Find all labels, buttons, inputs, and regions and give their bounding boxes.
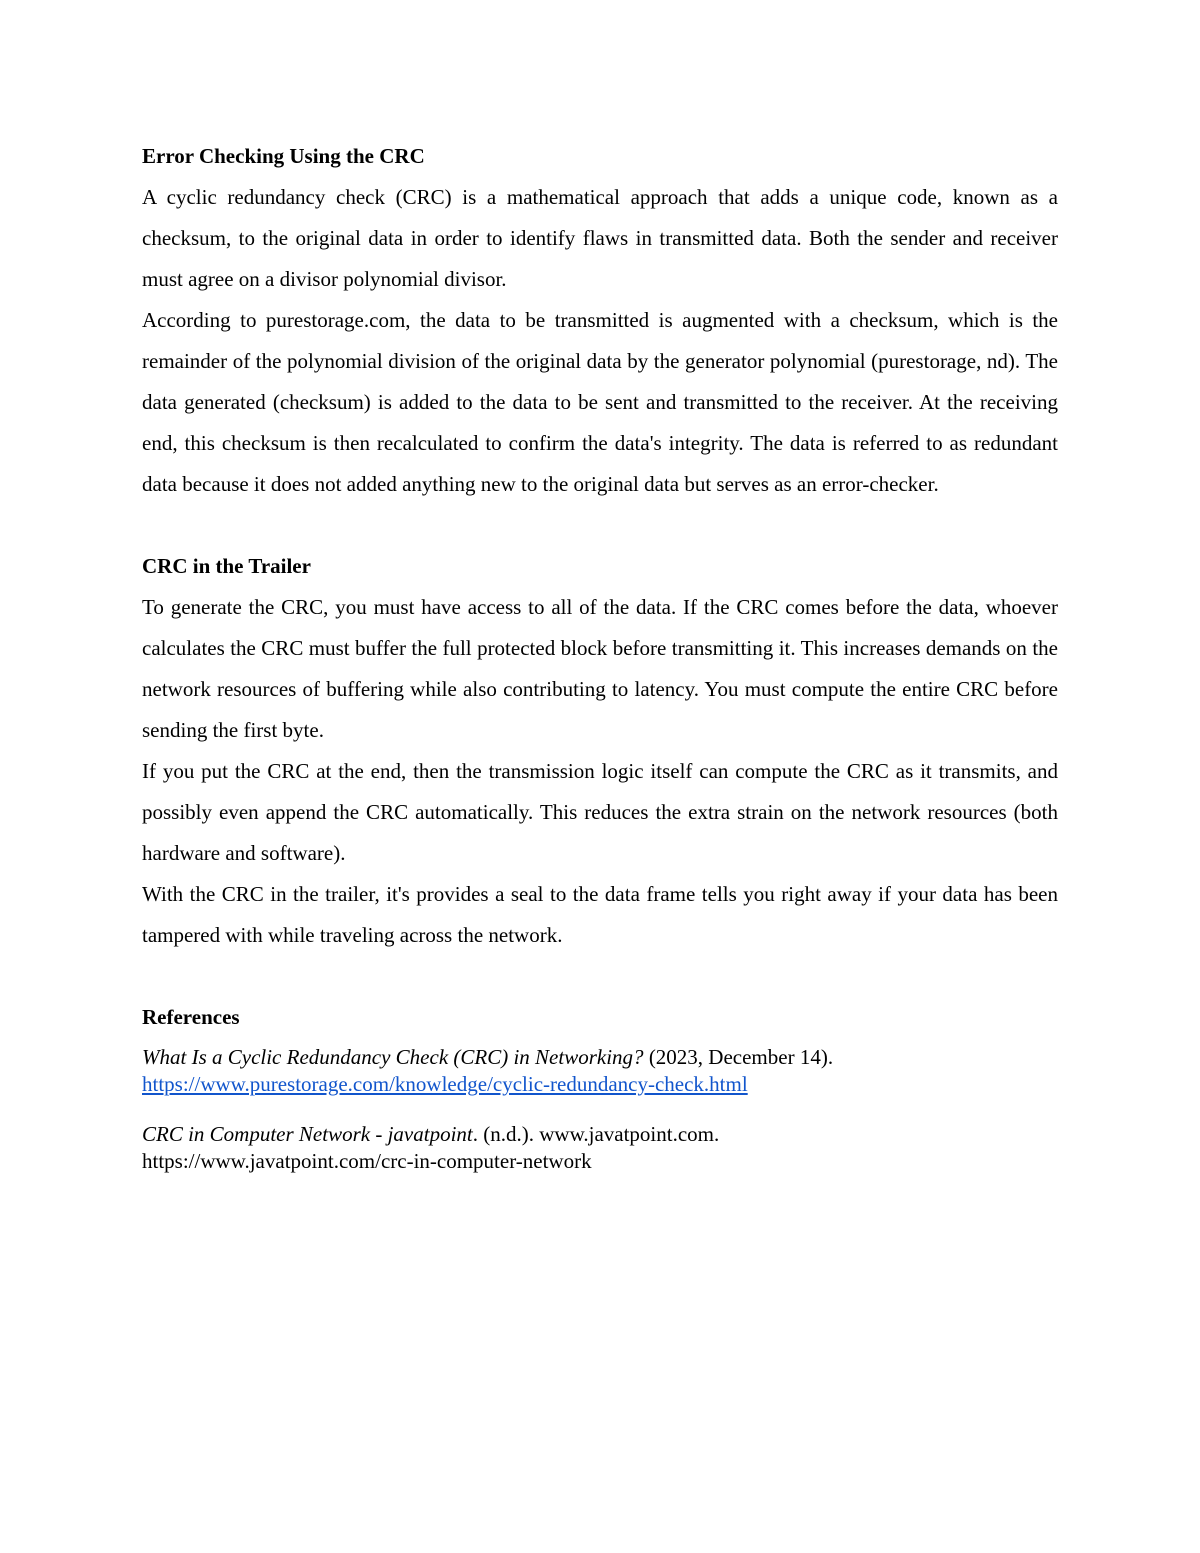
section-heading-crc-trailer: CRC in the Trailer xyxy=(142,554,311,578)
reference-detail: (2023, December 14). xyxy=(643,1045,834,1069)
paragraph-generate-crc: To generate the CRC, you must have access to all of the data. If the CRC comes before the data, whoever calculates the CRC must buffer the full protected block before transmitting it. This increases demands on the network resources of buffering while also contributing to latency. You must compute the entire CRC before sending the first byte. xyxy=(142,595,1058,742)
paragraph-crc-seal: With the CRC in the trailer, it's provides a seal to the data frame tells you right away if your data has been tampered with while traveling across the network. xyxy=(142,882,1058,947)
reference-url: https://www.javatpoint.com/crc-in-computer-network xyxy=(142,1149,592,1173)
references-list xyxy=(142,1044,1058,1175)
blank-line xyxy=(142,956,1058,997)
paragraph-crc-at-end: If you put the CRC at the end, then the transmission logic itself can compute the CRC as it transmits, and possibly even append the CRC automatically. This reduces the extra strain on the network resources (both hardware and software). xyxy=(142,759,1058,865)
paragraph-purestorage: According to purestorage.com, the data to be transmitted is augmented with a checksum, which is the remainder of the polynomial division of the original data by the generator polynomial (purestorage, nd). The data generated (checksum) is added to the data to be sent and transmitted to the receiver. At the receiving end, this checksum is then recalculated to confirm the data's integrity. The data is referred to as redundant data because it does not added anything new to the original data but serves as an error-checker. xyxy=(142,308,1058,496)
reference-detail: . (n.d.). www.javatpoint.com. xyxy=(472,1122,720,1146)
reference-item xyxy=(142,1044,1058,1098)
section-heading-error-checking: Error Checking Using the CRC xyxy=(142,144,425,168)
reference-title: What Is a Cyclic Redundancy Check (CRC) in Networking? xyxy=(142,1045,644,1069)
blank-line xyxy=(142,505,1058,546)
reference-link[interactable]: https://www.purestorage.com/knowledge/cyclic-redundancy-check.html xyxy=(142,1072,748,1096)
document-body xyxy=(142,136,1058,1198)
reference-title: CRC in Computer Network - javatpoint xyxy=(142,1122,473,1146)
references-heading: References xyxy=(142,1005,240,1029)
paragraph-crc-intro: A cyclic redundancy check (CRC) is a mathematical approach that adds a unique code, known as a checksum, to the original data in order to identify flaws in transmitted data. Both the sender and receiver must agree on a divisor polynomial divisor. xyxy=(142,185,1058,291)
reference-item xyxy=(142,1121,1058,1175)
